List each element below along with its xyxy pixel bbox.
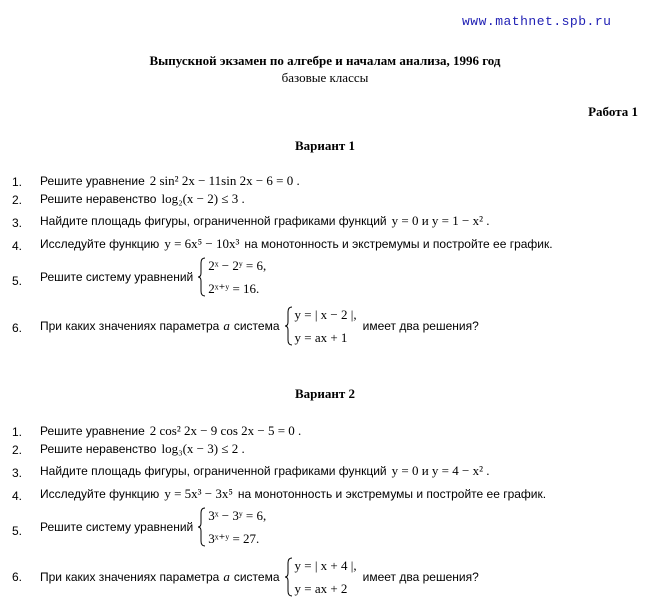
problem-formula: 2 cos² 2x − 9 cos 2x − 5 = 0 . [149,423,302,438]
problem-formula: y = 5x³ − 3x⁵ [164,486,233,501]
problem-formula: 2 sin² 2x − 11sin 2x − 6 = 0 . [149,173,300,188]
problem-text: Исследуйте функцию [40,237,160,251]
problem-text: Исследуйте функцию [40,487,160,501]
problem-text: Решите неравенство [40,192,157,206]
problem-text: Решите систему уравнений [40,520,194,534]
problem-number: 5. [12,524,23,538]
brace-icon [284,306,293,346]
problem-text: При каких значениях параметра [40,319,220,333]
equation-system [197,507,266,547]
problem-row [40,213,495,229]
parameter-symbol: a [223,318,230,333]
equation-system [197,257,266,297]
problem-number: 1. [12,175,23,189]
problem-row [40,486,546,502]
brace-icon [197,507,206,547]
problem-number: 1. [12,425,23,439]
problem-number: 2. [12,193,23,207]
brace-icon [284,557,293,597]
equation-system [284,306,357,346]
brace-icon [197,257,206,297]
problem-formula: y = 0 и y = 4 − x² . [391,463,490,478]
problem-text: При каких значениях параметра [40,570,220,584]
problem-formula: log₃(x − 3) ≤ 2 . [161,441,245,456]
page-title: Выпускной экзамен по алгебре и началам анализа, 1996 год [149,53,501,68]
problem-number: 5. [12,274,23,288]
problem-row [40,236,553,252]
system-line: y = | x − 2 |, [294,307,357,322]
problem-text: Решите уравнение [40,424,145,438]
problem-number: 4. [12,489,23,503]
problem-row [40,191,250,207]
problem-formula: y = 0 и y = 1 − x² . [391,213,490,228]
problem-number: 3. [12,216,23,230]
problem-formula: y = 6x⁵ − 10x³ [164,236,240,251]
site-url: www.mathnet.spb.ru [462,14,612,29]
problem-text: Найдите площадь фигуры, ограниченной графиками функций [40,214,387,228]
system-line: 2ˣ⁺ʸ = 16. [208,281,260,296]
problem-row [40,507,272,547]
system-line: y = ax + 2 [294,581,348,596]
system-line: 2ˣ − 2ʸ = 6, [208,258,267,273]
problem-number: 4. [12,239,23,253]
problem-formula: log₂(x − 2) ≤ 3 . [161,191,245,206]
problem-row [40,257,272,297]
problem-tail: на монотонность и экстремумы и постройте ее график. [237,487,547,501]
page-subtitle: базовые классы [281,70,369,85]
variant-1-title: Вариант 1 [294,138,356,153]
problem-row [40,463,495,479]
problem-text: Решите неравенство [40,442,157,456]
problem-tail: имеет два решения? [362,319,479,333]
problem-text: Решите уравнение [40,174,145,188]
problem-number: 6. [12,321,23,335]
problem-row [40,423,306,439]
equation-system [284,557,357,597]
problem-text: Решите систему уравнений [40,270,194,284]
system-line: y = ax + 1 [294,330,348,345]
problem-number: 2. [12,443,23,457]
work-label: Работа 1 [588,104,638,119]
problem-row [40,306,479,346]
problem-tail: имеет два решения? [362,570,479,584]
problem-number: 6. [12,570,23,584]
problem-row [40,173,305,189]
system-line: 3ˣ⁺ʸ = 27. [208,531,260,546]
problem-row [40,441,250,457]
problem-tail: на монотонность и экстремумы и постройте ее график. [244,237,553,251]
problem-number: 3. [12,466,23,480]
problem-text-2: система [233,319,280,333]
problem-text: Найдите площадь фигуры, ограниченной графиками функций [40,464,387,478]
problem-row [40,557,479,597]
variant-2-title: Вариант 2 [294,386,356,401]
system-line: 3ˣ − 3ʸ = 6, [208,508,267,523]
system-line: y = | x + 4 |, [294,558,357,573]
parameter-symbol: a [223,569,230,584]
problem-text-2: система [233,570,280,584]
